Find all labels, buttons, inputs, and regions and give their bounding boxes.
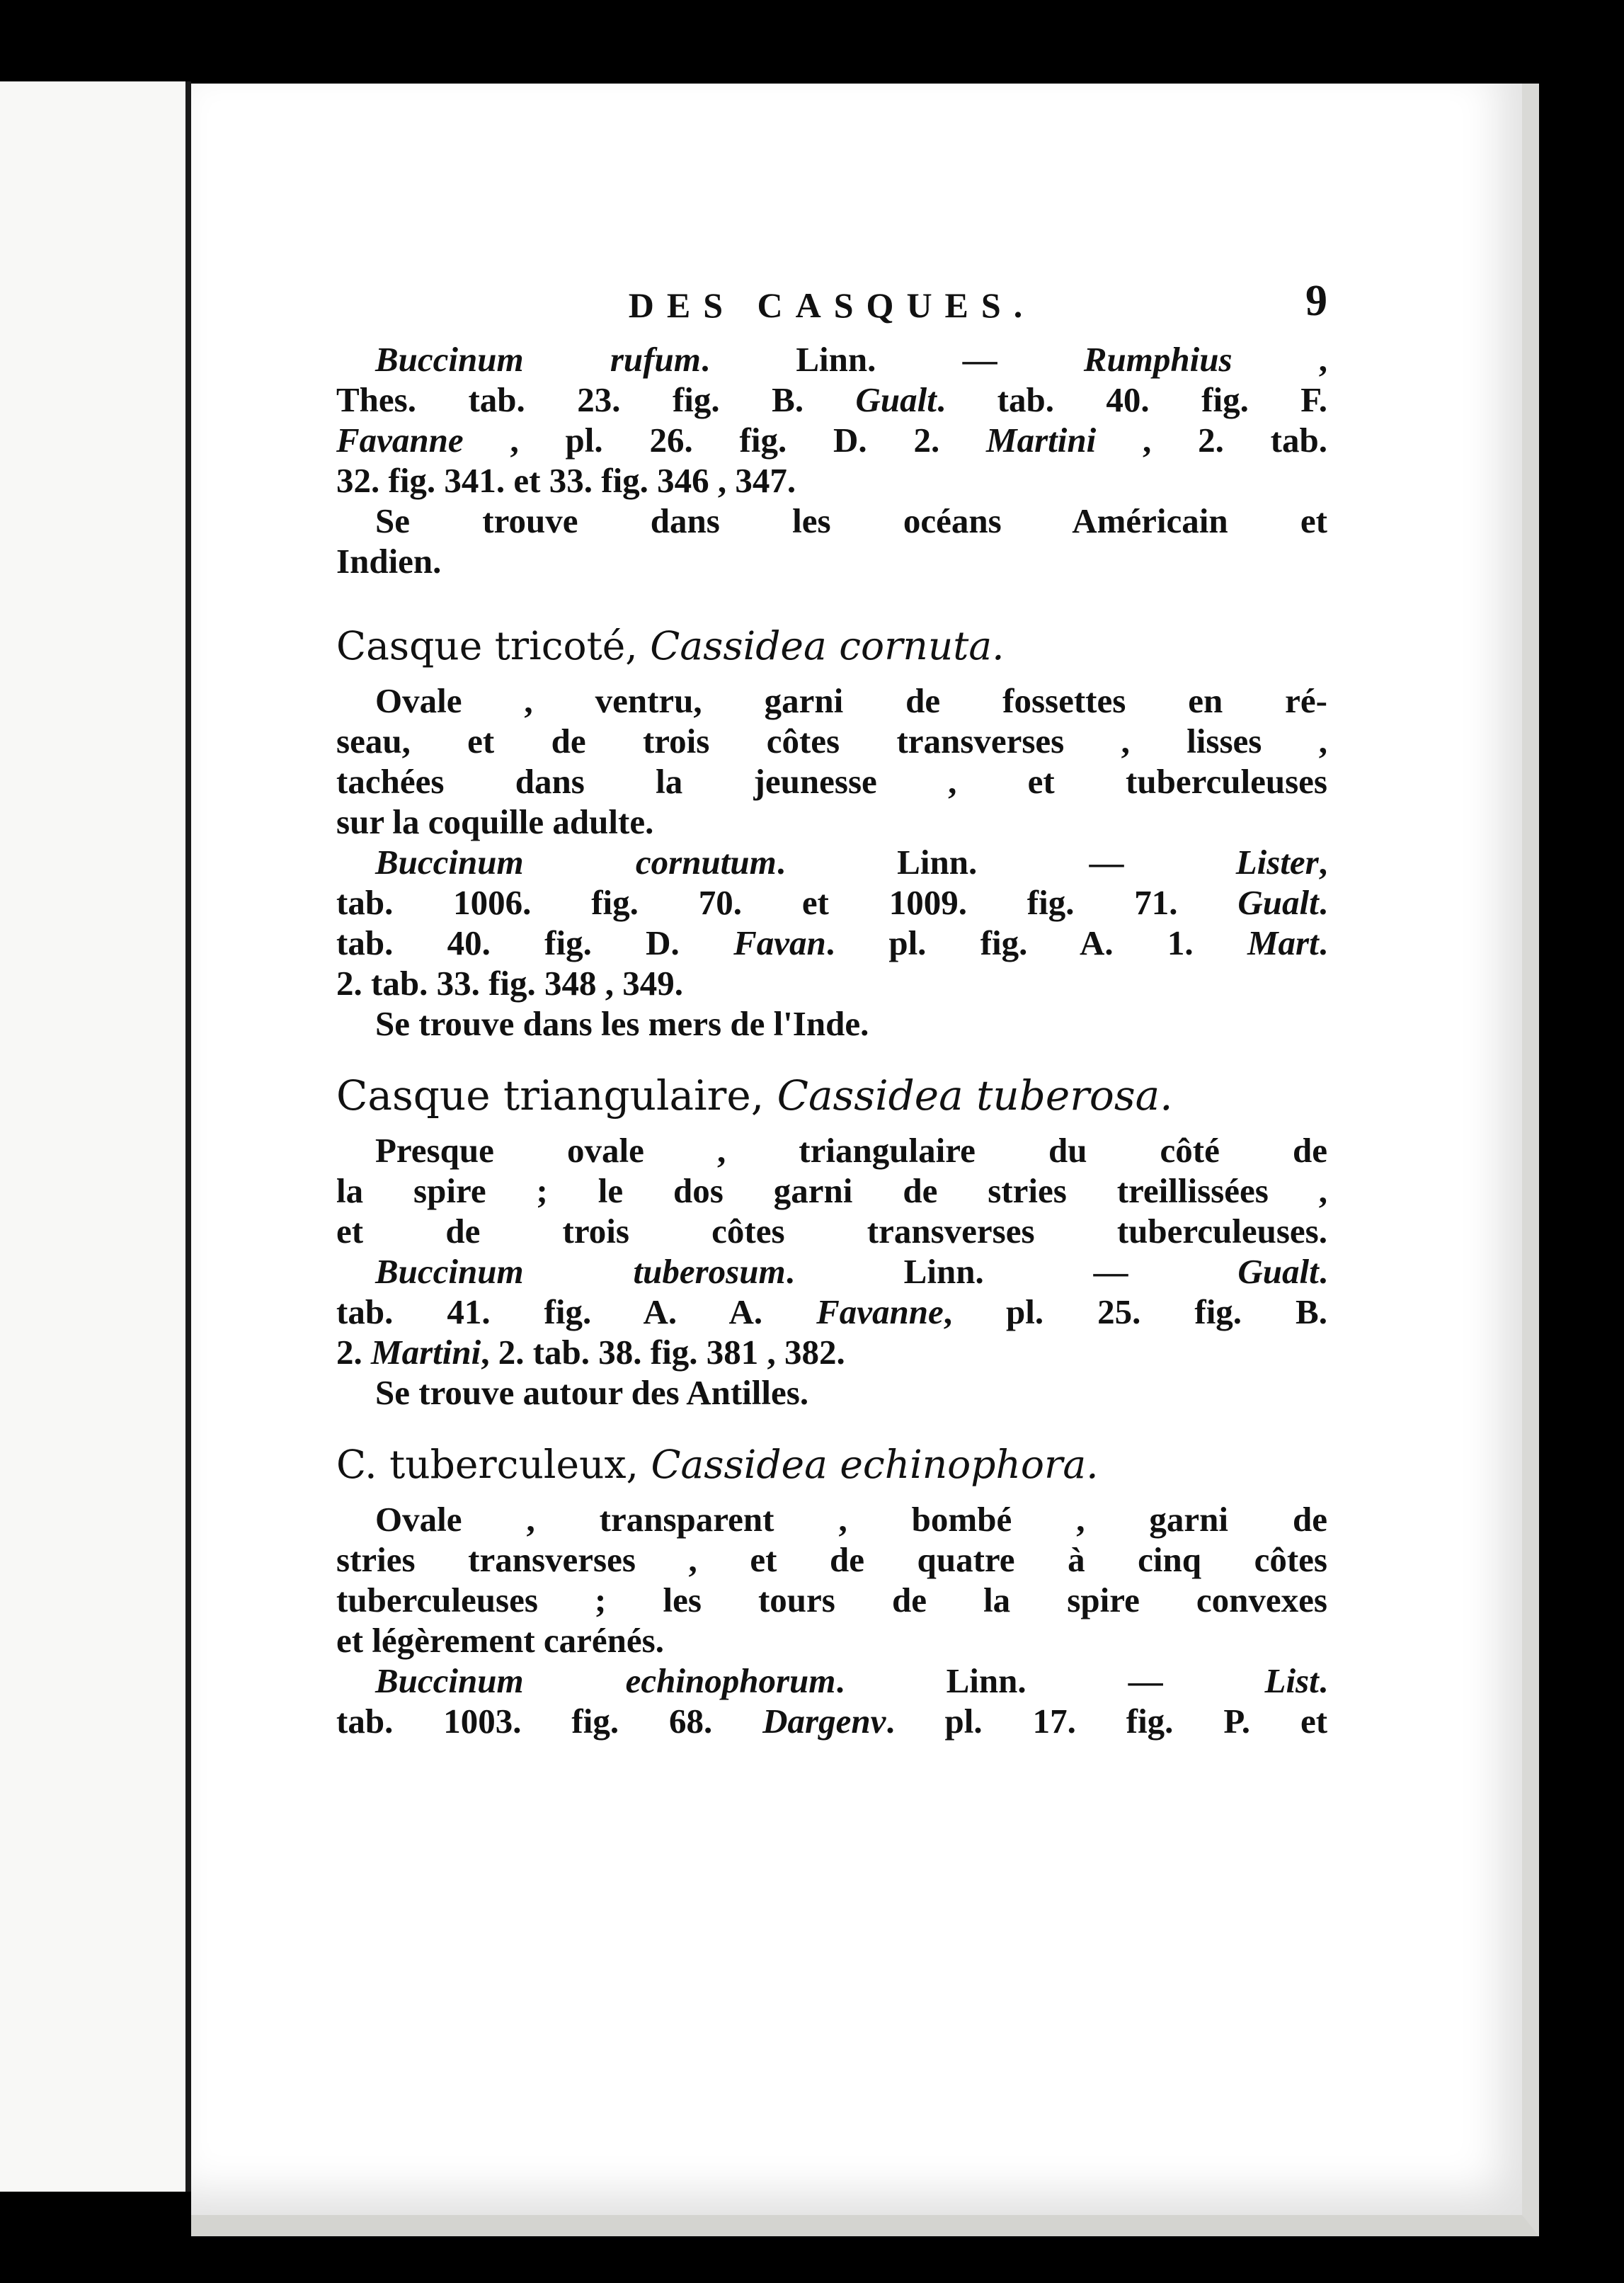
text-line [336, 1372, 1327, 1413]
text-line [336, 963, 1327, 1003]
italic-reference: List [1264, 1661, 1319, 1700]
page-number: 9 [1305, 277, 1327, 325]
text-run: . Linn. — [785, 1252, 1238, 1291]
latin-name: Cassidea tuberosa. [777, 1071, 1173, 1120]
italic-reference: Buccinum tuberosum [375, 1252, 786, 1291]
text-line [336, 1661, 1327, 1701]
italic-reference: Martini [371, 1333, 481, 1372]
italic-reference: Rumphius [1083, 340, 1233, 379]
text-line [336, 460, 1327, 501]
text-run: Se trouve dans les océans Américain et [375, 501, 1327, 540]
text-line [336, 1292, 1327, 1332]
text-line [336, 541, 1327, 581]
text-run: . tab. 40. fig. F. [936, 380, 1327, 419]
text-run: Ovale , ventru, garni de fossettes en ré- [375, 681, 1327, 720]
latin-name: Cassidea echinophora. [651, 1442, 1099, 1487]
text-run: . [1318, 923, 1327, 962]
text-line [336, 842, 1327, 882]
italic-reference: Favan [733, 923, 826, 962]
text-run: Indien. [336, 542, 442, 581]
text-line [336, 1499, 1327, 1539]
text-line [336, 501, 1327, 541]
text-line [336, 1171, 1327, 1211]
previous-page-edge [0, 81, 191, 2192]
text-line [336, 1580, 1327, 1620]
common-name: C. tuberculeux, [336, 1442, 651, 1487]
italic-reference: Martini [986, 421, 1097, 460]
species-heading [336, 621, 1327, 671]
text-line [336, 923, 1327, 963]
text-run: , [1232, 340, 1327, 379]
text-run: et de trois côtes transverses tuberculeuses. [336, 1212, 1327, 1251]
italic-reference: Buccinum cornutum [375, 843, 777, 882]
text-line [336, 1211, 1327, 1251]
text-run: tab. 41. fig. A. A. [336, 1292, 817, 1331]
text-run: 32. fig. 341. et 33. fig. 346 , 347. [336, 461, 796, 500]
italic-reference: Favanne [336, 421, 464, 460]
page-text [336, 277, 1328, 1741]
text-line [336, 420, 1327, 460]
text-run: Presque ovale , triangulaire du côté de [375, 1131, 1327, 1170]
species-heading [336, 1440, 1327, 1489]
text-line [336, 380, 1327, 420]
text-run: . pl. 17. fig. P. et [886, 1702, 1328, 1741]
text-run: . Linn. — [776, 843, 1236, 882]
text-run: tuberculeuses ; les tours de la spire convexes [336, 1581, 1327, 1619]
text-run: Se trouve autour des Antilles. [375, 1373, 809, 1412]
latin-name: Cassidea cornuta. [650, 623, 1005, 668]
text-line [336, 1130, 1327, 1171]
italic-reference: Gualt [1237, 1252, 1319, 1291]
text-run: seau, et de trois côtes transverses , lisses , [336, 722, 1327, 761]
italic-reference: Gualt [855, 380, 937, 419]
text-run: 2. [336, 1333, 371, 1372]
running-head [336, 277, 1327, 339]
common-name: Casque tricoté, [336, 623, 651, 668]
text-run: , pl. 25. fig. B. [943, 1292, 1327, 1331]
italic-reference: Buccinum echinophorum [375, 1661, 836, 1700]
text-run: Thes. tab. 23. fig. B. [336, 380, 856, 419]
text-run: et légèrement carénés. [336, 1621, 664, 1660]
text-line [336, 339, 1327, 380]
text-run: tab. 1006. fig. 70. et 1009. fig. 71. [336, 883, 1238, 922]
text-line [336, 681, 1327, 721]
italic-reference: Dargenv [762, 1702, 886, 1741]
text-run: sur la coquille adulte. [336, 802, 654, 841]
text-run: Se trouve dans les mers de l'Inde. [375, 1004, 869, 1043]
text-run: 2. tab. 33. fig. 348 , 349. [336, 964, 683, 1003]
text-run: , [1318, 843, 1327, 882]
text-line [336, 1539, 1327, 1580]
common-name: Casque triangulaire, [336, 1071, 777, 1120]
text-run: . Linn. — [835, 1661, 1265, 1700]
text-run: . Linn. — [700, 340, 1084, 379]
text-line [336, 761, 1327, 802]
text-run: , 2. tab. 38. fig. 381 , 382. [481, 1333, 845, 1372]
italic-reference: Mart [1247, 923, 1319, 962]
text-line [336, 1003, 1327, 1044]
text-line [336, 882, 1327, 923]
text-run: tab. 1003. fig. 68. [336, 1702, 763, 1741]
section-gap [336, 581, 1327, 594]
text-run: . [1318, 1661, 1327, 1700]
text-run: . pl. fig. A. 1. [825, 923, 1247, 962]
italic-reference: Buccinum rufum [375, 340, 701, 379]
text-run: . [1318, 1252, 1327, 1291]
text-run: tab. 40. fig. D. [336, 923, 734, 962]
text-run: Ovale , transparent , bombé , garni de [375, 1500, 1327, 1539]
text-line [336, 1251, 1327, 1292]
italic-reference: Favanne [816, 1292, 944, 1331]
book-page [191, 84, 1539, 2236]
text-run: . [1318, 883, 1327, 922]
italic-reference: Lister [1235, 843, 1319, 882]
text-line [336, 721, 1327, 761]
text-run: stries transverses , et de quatre à cinq côtes [336, 1540, 1327, 1579]
running-title: DES CASQUES. [628, 285, 1036, 325]
text-line [336, 1620, 1327, 1661]
italic-reference: Gualt [1237, 883, 1319, 922]
species-heading [336, 1071, 1327, 1120]
text-run: la spire ; le dos garni de stries treillissées , [336, 1171, 1327, 1210]
text-run: tachées dans la jeunesse , et tuberculeuses [336, 762, 1327, 801]
text-line [336, 802, 1327, 842]
text-line [336, 1332, 1327, 1372]
text-run: , 2. tab. [1096, 421, 1327, 460]
text-run: , pl. 26. fig. D. 2. [463, 421, 987, 460]
text-line [336, 1701, 1327, 1741]
page-body [336, 339, 1327, 1741]
